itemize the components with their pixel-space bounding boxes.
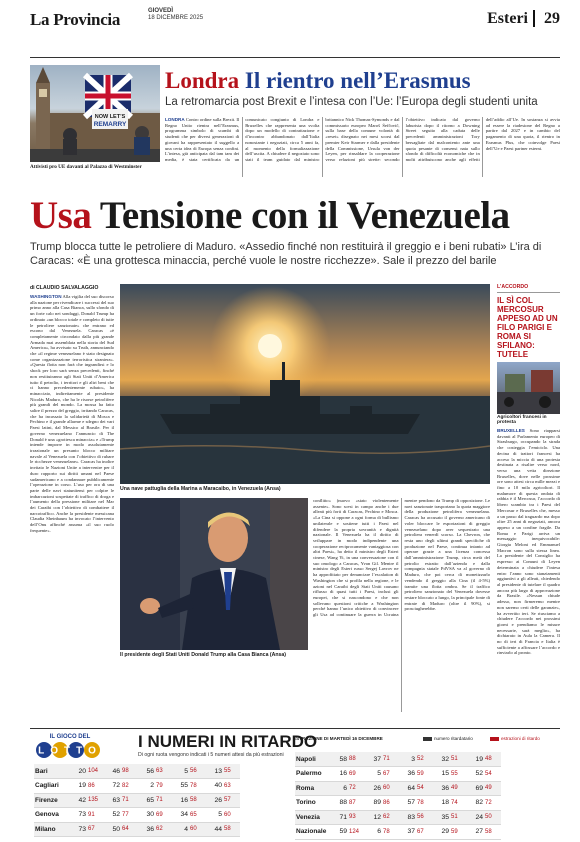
date-block — [148, 8, 203, 22]
late-number: 26 — [365, 781, 382, 796]
delay-count: 57 — [223, 793, 240, 808]
late-number: 19 — [70, 779, 87, 794]
late-number: 72 — [104, 779, 121, 794]
delay-count: 135 — [87, 793, 104, 808]
newspaper-logo: La Provincia — [30, 10, 121, 29]
trump-illustration — [120, 498, 308, 650]
late-number: 30 — [138, 808, 155, 823]
late-number: 2 — [138, 779, 155, 794]
londra-headline-text: Il rientro nell’Erasmus — [244, 68, 471, 93]
main-headline-kicker: Usa — [30, 194, 92, 237]
lotto-row-torino — [295, 796, 501, 811]
delay-count: 58 — [189, 793, 206, 808]
main-article-continuation — [313, 498, 490, 712]
londra-article-text: Contro ordine sulla Brexit. Il Regno Unito rientra nell’Erasmus, programma simbolo di scambi di studenti che per diversi generazioni di giovani ha rappresentato il suggello a una certa idea di Europa senza confini. L’intesa, già anticipata dal tam tam dei media, è stata certificata da un comunicato congiunto di Londra e Bruxelles che rappresenta una svolta dopo un modello di contrattazione e d’incontro abbandonato dall’Italia nonostante i negoziati, circa 5 anni fa, al momento della formalizzazione dell’uscita. A chiudere il negoziato sono stati il team guidato dal ministro britannico Nick Thomas-Symonds e dal commissario europeo Maroš Šefčovič, sulla base della comune volontà di «reset» disegnato nei mesi scorsi dal premier Keir Starmer e dalla presidente della Commissione, Ursula von der Leyen, per rinsaldare la cooperazione verso relazioni più strette: secondo l’obiettivo indicato dal governo laburista dopo il ritorno a Downing Street seguito alla caduta delle precedenti amministrazioni Tory bersagliate dal malcontento ante una quota pesante di consensi nata sullo sfondo di difficoltà economiche che in molti attribuiscono anche agli effetti dell’addio all’Ue. In sostanza si avvia ad essere la riadesione del Regno a partire dal 2027 e in cambio del pagamento di una quota, il rientro in Erasmus Plus, che coinvolge Paesi dell’Ue e Paesi partner esterni. — [165, 117, 560, 162]
delay-count: 93 — [348, 810, 365, 825]
delay-count: 63 — [155, 764, 172, 779]
delay-count: 58 — [223, 822, 240, 837]
late-number: 4 — [172, 822, 189, 837]
lotto-table-right — [295, 752, 501, 840]
wheel-name: Napoli — [295, 752, 331, 767]
late-number: 58 — [331, 752, 348, 767]
sidebar-text: Sono riapparsi davanti al Parlamento europeo di Strasburgo, occupando la strada che costeggia l’emiciclo. Una decina di trattori francesi ha acceso la miccia di una protesta destinata a risalire verso nord, verso una vetta direzione Bruxelles, dove nelle prossime ore sono attesi circa mille mezzi e fino a 10 mila agricoltori. Il malumore di questa ondata di rabbia è il Mercosur, l’accordo di libero scambio tra i Paesi del Mercosur e Bruxelles che, messo a un passo dal traguardo ma dopo oltre 25 anni di negoziati, ancora appeso a un confine fragile. Da Roma e Parigi arriva un messaggio inequivocabile: Giorgia Meloni ed Emmanuel Macron sono sulla stessa linea. La presidente del Consiglio ha espresso ai Comuni di Leyen determinata a chiudere l’intesa entro l’anno sono stanziamenti aggiuntivi a gli alleati, chiedendo al presidente di tutelare il quadro ancora più largo di approvazione da Brasile. «Nessun chiude adesso, non firmeremo mentre non saremo certi delle garanzie», ha avvertito ieri. Se riusciamo a chiudere l’accordo nei prossimi giorni e prendiamo le misure necessarie, sarà meglio», ha dichiarato in Aula la Camera. Il no di ieri di Francia e Italia è sufficiente a affossare l’accordo e rinviarlo al pronto. — [497, 428, 560, 656]
delay-count: 60 — [223, 808, 240, 823]
delay-count: 78 — [416, 796, 433, 811]
delay-count: 77 — [121, 808, 138, 823]
delay-count: 67 — [87, 822, 104, 837]
delay-count: 49 — [450, 781, 467, 796]
delay-count: 55 — [223, 764, 240, 779]
byline: di CLAUDIO SALVALAGGIO — [30, 285, 99, 291]
issue-date: 18 DICEMBRE 2025 — [148, 15, 204, 21]
late-number: 55 — [172, 779, 189, 794]
lotto-table-left — [34, 764, 240, 837]
lotto-logo-graphic — [30, 730, 110, 760]
late-number: 65 — [138, 793, 155, 808]
lotto-logo — [30, 730, 110, 760]
delay-count: 71 — [382, 752, 399, 767]
section-name: Esteri — [487, 10, 528, 27]
trump-photo-caption: Il presidente degli Stati Uniti Donald Trump alla Casa Bianca (Ansa) — [120, 652, 287, 658]
late-number: 57 — [399, 796, 416, 811]
late-number: 36 — [138, 822, 155, 837]
delay-count: 72 — [484, 796, 501, 811]
svg-text:REMARRY: REMARRY — [93, 121, 127, 128]
lotto-row-cagliari — [34, 779, 240, 794]
legend-number-swatch — [423, 737, 432, 741]
late-number: 56 — [138, 764, 155, 779]
delay-count: 60 — [189, 822, 206, 837]
late-number: 82 — [467, 796, 484, 811]
late-number: 63 — [104, 793, 121, 808]
delay-count: 71 — [155, 793, 172, 808]
delay-count: 74 — [450, 796, 467, 811]
delay-count: 52 — [416, 752, 433, 767]
wheel-name: Venezia — [295, 810, 331, 825]
delay-count: 51 — [450, 752, 467, 767]
wheel-name: Cagliari — [34, 779, 70, 794]
westminster-caption: Attivisti pro UE davanti al Palazzo di Westminster — [30, 164, 142, 170]
late-number: 88 — [331, 796, 348, 811]
late-number: 5 — [206, 808, 223, 823]
mercosur-sidebar — [497, 284, 560, 713]
main-article-column — [30, 294, 114, 712]
late-number: 73 — [70, 808, 87, 823]
delay-count: 91 — [87, 808, 104, 823]
delay-count: 86 — [87, 779, 104, 794]
late-number: 71 — [331, 810, 348, 825]
main-headline — [30, 193, 510, 238]
legend-number-label: numero ritardatario — [434, 736, 473, 741]
londra-subheadline: La retromarcia post Brexit e l’intesa con l’Ue: l’Europa degli studenti unita — [165, 96, 538, 108]
late-number: 36 — [433, 781, 450, 796]
svg-text:NOW LET’S: NOW LET’S — [94, 114, 126, 120]
wheel-name: Nazionale — [295, 825, 331, 840]
late-number: 19 — [467, 752, 484, 767]
late-number: 83 — [399, 810, 416, 825]
late-number: 24 — [467, 810, 484, 825]
late-number: 52 — [104, 808, 121, 823]
lotto-logo-word: LOTTO — [38, 745, 102, 757]
legend-delay-swatch — [490, 737, 499, 741]
westminster-photo — [30, 65, 160, 162]
late-number: 16 — [331, 767, 348, 782]
sidebar-label: L’ACCORDO — [497, 284, 560, 293]
lotto-title: I NUMERI IN RITARDO — [138, 732, 318, 751]
lotto-row-milano — [34, 822, 240, 837]
delay-count: 79 — [155, 779, 172, 794]
delay-count: 54 — [416, 781, 433, 796]
late-number: 5 — [365, 767, 382, 782]
farmers-caption: Agricoltori francesi in protesta — [497, 415, 547, 425]
masthead — [30, 0, 560, 58]
sidebar-body — [497, 428, 560, 713]
lotto-row-nazionale — [295, 825, 501, 840]
lotto-row-napoli — [295, 752, 501, 767]
delay-count: 49 — [484, 781, 501, 796]
lotto-row-genova — [34, 808, 240, 823]
delay-count: 124 — [348, 825, 365, 840]
late-number: 26 — [206, 793, 223, 808]
late-number: 29 — [433, 825, 450, 840]
delay-count: 56 — [416, 810, 433, 825]
late-number: 6 — [331, 781, 348, 796]
late-number: 34 — [172, 808, 189, 823]
lotto-logo-top: IL GIOCO DEL — [49, 734, 91, 740]
farmers-illustration — [497, 362, 560, 414]
late-number: 6 — [365, 825, 382, 840]
legend-ritardo — [490, 736, 540, 741]
late-number: 12 — [365, 810, 382, 825]
wheel-name: Genova — [34, 808, 70, 823]
delay-count: 78 — [189, 779, 206, 794]
delay-count: 88 — [348, 752, 365, 767]
delay-count: 87 — [348, 796, 365, 811]
wheel-name: Torino — [295, 796, 331, 811]
lotto-description: Di ogni ruota vengono indicati i 5 numeri attesi da più estrazioni — [138, 752, 284, 758]
delay-count: 72 — [348, 781, 365, 796]
late-number: 27 — [467, 825, 484, 840]
londra-headline — [165, 68, 471, 94]
late-number: 40 — [206, 779, 223, 794]
page-number: 29 — [544, 10, 560, 27]
delay-count: 82 — [121, 779, 138, 794]
late-number: 13 — [206, 764, 223, 779]
lotto-row-firenze — [34, 793, 240, 808]
delay-count: 64 — [121, 822, 138, 837]
late-number: 44 — [206, 822, 223, 837]
lotto-row-bari — [34, 764, 240, 779]
wheel-name: Roma — [295, 781, 331, 796]
farmers-photo — [497, 362, 560, 414]
legend-delay-label: estrazioni di ritardo — [501, 736, 540, 741]
issue-day: GIOVEDÌ — [148, 8, 174, 14]
delay-count: 62 — [155, 822, 172, 837]
delay-count: 54 — [484, 767, 501, 782]
main-placename: WASHINGTON — [30, 294, 62, 299]
late-number: 18 — [433, 796, 450, 811]
delay-count: 50 — [484, 810, 501, 825]
main-subheadline: Trump blocca tutte le petroliere di Maduro. «Assedio finché non restituirà il greggio e i beni rubati» L’ira di Caracas: «È una grottesca minaccia, perché vuole le nostre ricchezze». Sale il prezzo del barile — [30, 241, 542, 267]
late-number: 59 — [331, 825, 348, 840]
delay-count: 59 — [416, 767, 433, 782]
delay-count: 65 — [189, 808, 206, 823]
legend-numero — [423, 736, 473, 741]
late-number: 69 — [467, 781, 484, 796]
late-number: 5 — [172, 764, 189, 779]
trump-photo — [120, 498, 308, 650]
londra-article-body — [165, 117, 560, 177]
delay-count: 56 — [189, 764, 206, 779]
delay-count: 71 — [121, 793, 138, 808]
late-number: 37 — [365, 752, 382, 767]
wheel-name: Bari — [34, 764, 70, 779]
late-number: 52 — [467, 767, 484, 782]
delay-count: 78 — [382, 825, 399, 840]
late-number: 36 — [399, 767, 416, 782]
delay-count: 63 — [223, 779, 240, 794]
navy-ship-photo — [120, 284, 490, 484]
late-number: 37 — [399, 825, 416, 840]
londra-placename: LONDRA — [165, 117, 185, 122]
lotto-row-venezia — [295, 810, 501, 825]
delay-count: 62 — [382, 810, 399, 825]
late-number: 16 — [172, 793, 189, 808]
late-number: 73 — [70, 822, 87, 837]
westminster-illustration — [30, 65, 160, 162]
delay-count: 69 — [348, 767, 365, 782]
delay-count: 48 — [484, 752, 501, 767]
wheel-name: Firenze — [34, 793, 70, 808]
late-number: 35 — [433, 810, 450, 825]
sidebar-headline: IL SÌ COL MERCOSUR APPESO AD UN FILO PARIGI E ROMA SI SFILANO: TUTELE — [497, 296, 558, 359]
lotto-row-roma — [295, 781, 501, 796]
delay-count: 55 — [450, 767, 467, 782]
late-number: 32 — [433, 752, 450, 767]
delay-count: 58 — [484, 825, 501, 840]
delay-count: 67 — [416, 825, 433, 840]
londra-headline-city: Londra — [165, 68, 240, 93]
masthead-separator — [533, 10, 535, 27]
delay-count: 67 — [382, 767, 399, 782]
late-number: 64 — [399, 781, 416, 796]
main-article-continuation-text: conflitto» (nuovo «stato violentemente assente». Sono scesi in campo anche i due alleati più forti di Caracas, Pechino e Mosca. «La Cina si oppone a ogni forma di bullismo unilaterale e sostiene tutti i Paesi nel difendere la propria sovranità e dignità nazionale. Il Venezuela ha il diritto di sviluppare in modo indipendente una cooperazione reciprocamente vantaggiosa con altri Paesi», ha detto il ministro degli Esteri cinese, Wang Yi, in una conversazione con il suo omologo a Caracas, Yvan Gil. Mentre il ministro degli Esteri russo Sergej Lavrov ne ha approfittato per denunciare l’escalation di Washington che si profila nella regione, e le azioni nel Caraibi degli Stati Uniti causano riflusso di quasi tutti i Paesi, inclusi gli europei, che si nascondono e che non sollevano questioni critiche a Washington perché hanno l’unico obiettivo di convincere gli Usa ad continuare la guerra in Ucraina mentre pendono da Trump di opposizione. Le navi sanzionate trasportano la quota maggiore della produzione petrolifera venezuelana. Caracas ha accusato il governo americano di voler bloccare le esportazioni di greggio venezuelano dopo aver sequestrato una petroliera venerdì scorso. La Chevron, che resta uno degli ultimi grandi specifiche di produzione nel Paese, continua intanto ad operare grazie a una licenza concessa dall’amministrazione Trump, circa metà del petrolio estratto dall’azienda e dalla compagnia statale PdVSA va al governo di Maduro, che poi cerca di monetizzarlo vendendo il greggio alla Cina (il 4-5%) tramite una flotta ombra. Se il traffico petroliero sanzionato del Venezuela dovesse restare bloccato a lungo, la principale fonte di entrate di Maduro (oltre il 90%), si prosciugherebbe. — [313, 498, 490, 618]
lotto-draw-date: ESTRAZIONE DI MARTEDÌ 16 DICEMBRE — [293, 736, 383, 741]
delay-count: 59 — [450, 825, 467, 840]
late-number: 50 — [104, 822, 121, 837]
lotto-row-palermo — [295, 767, 501, 782]
navy-photo-caption: Una nave pattuglia della Marina a Maracaibo, in Venezuela (Ansa) — [120, 486, 281, 492]
delay-count: 98 — [121, 764, 138, 779]
delay-count: 69 — [155, 808, 172, 823]
wheel-name: Palermo — [295, 767, 331, 782]
late-number: 15 — [433, 767, 450, 782]
sidebar-placename: BRUXELLES — [497, 428, 525, 433]
wheel-name: Milano — [34, 822, 70, 837]
late-number: 89 — [365, 796, 382, 811]
main-headline-text: Tensione con il Venezuela — [99, 194, 510, 237]
delay-count: 51 — [450, 810, 467, 825]
late-number: 3 — [399, 752, 416, 767]
delay-count: 104 — [87, 764, 104, 779]
navy-ship-illustration — [120, 284, 490, 484]
main-article-text: Alla vigilia del suo discorso alla nazione per rivendicare i successi del suo primo anno alla Casa Bianca, sullo sfondo di un forte calo nei sondaggi, Donald Trump ha ordinato «un blocco totale e completo di tutte le petroliere sanzionate» che entrano ed escono dal Venezuela. Caracas «è completamente circondato dalla più grande Armada mai assemblata nella storia del Sud America», ha avvisato su Truth, annunciando che «il regime venezuelano è stato designato come organizzazione terroristica straniera». «Questa flotta non farà che ingrandirsi e lo shock per loro sarà senza precedenti, finché non restituiranno agli Stati Uniti d’America tutto il petrolio, i territori e gli altri beni che ci hanno precedentemente rubato», ha minacciato, indirettamente al presidente Nicolás Maduro, che ha le risorse petrolifere più grandi del mondo. La mossa ha fatto salire il prezzo del greggio, irritando Caracas, che ha incassato la solidarietà di Mosca e Pechino e il grande allarme e sdegno dei vari Paesi latini, dal Messico al Brasile. Per il governo venezuelano l’annuncio di The Donald è una «grottesca minaccia» e «Trump intende imporre in modo assolutamente irrazionale un presunto blocco militare navale al Venezuela con l’obiettivo di rubare le ricchezze venezuelane». Caracas ha inoltre invitato le Nazioni Unite a intervenire per il duro rapporto sui diritti umani nel Paese sudamericano e a condannare pubblicamente l’operazione in corso. L’uso per ora di una parte delle navi statunitensi per colpire le imbarcazioni sospettate di traffico di droga e l’aumento della pressione militare nel Mar dei Caraibi con l’obiettivo di combattere il narcotraffico. Anche la presidente messicana Claudia Sheinbaum ha invocato l’intervento dell’Onu affinché assuma «il suo ruolo frequente». — [30, 294, 115, 533]
late-number: 20 — [70, 764, 87, 779]
delay-count: 86 — [382, 796, 399, 811]
delay-count: 60 — [382, 781, 399, 796]
late-number: 46 — [104, 764, 121, 779]
late-number: 42 — [70, 793, 87, 808]
